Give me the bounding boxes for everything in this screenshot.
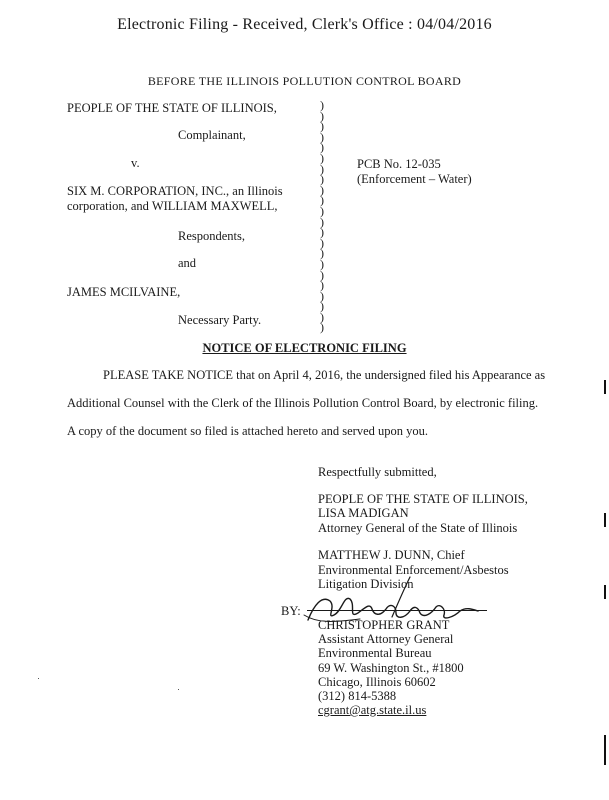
case-number: PCB No. 12-035 — [357, 157, 441, 171]
scan-edge-mark — [604, 513, 606, 527]
notice-paragraph-line3: A copy of the document so filed is attached hereto and served upon you. — [67, 424, 429, 438]
bureau: Environmental Bureau — [318, 646, 432, 660]
caption-respondent-line2: corporation, and WILLIAM MAXWELL, — [67, 199, 278, 213]
address-line2: Chicago, Illinois 60602 — [318, 675, 436, 689]
notice-paragraph-line2: Additional Counsel with the Clerk of the Illinois Pollution Control Board, by electronic filing. — [67, 396, 539, 410]
caption-respondents: Respondents, — [178, 229, 246, 243]
attorney-general-title: Attorney General of the State of Illinois — [318, 521, 518, 535]
phone: (312) 814-5388 — [318, 689, 397, 703]
caption-people: PEOPLE OF THE STATE OF ILLINOIS, — [67, 101, 277, 115]
scan-speck — [38, 678, 39, 679]
case-type: (Enforcement – Water) — [357, 172, 472, 186]
scan-edge-mark — [604, 380, 606, 394]
notice-title: NOTICE OF ELECTRONIC FILING — [202, 341, 407, 355]
notice-paragraph-line1: PLEASE TAKE NOTICE that on April 4, 2016, the undersigned filed his Appearance as — [103, 368, 546, 382]
caption-necessary-party: Necessary Party. — [178, 313, 262, 327]
attorney-general-name: LISA MADIGAN — [318, 506, 409, 520]
party-name: PEOPLE OF THE STATE OF ILLINOIS, — [318, 492, 528, 506]
division-line2: Litigation Division — [318, 577, 414, 591]
caption-respondent-line1: SIX M. CORPORATION, INC., an Illinois — [67, 184, 283, 198]
closing: Respectfully submitted, — [318, 465, 437, 479]
by-label: BY: — [281, 604, 301, 618]
scan-edge-mark — [604, 735, 606, 765]
caption-parenthesis-column: ) ) ) ) ) ) ) ) ) ) ) ) ) ) ) ) ) ) ) ) ) ) — [320, 98, 324, 335]
scan-speck — [178, 689, 179, 690]
scan-edge-mark — [604, 585, 606, 599]
email-link[interactable]: cgrant@atg.state.il.us — [318, 703, 427, 717]
caption-versus: v. — [131, 156, 140, 170]
board-title: BEFORE THE ILLINOIS POLLUTION CONTROL BOARD — [147, 74, 462, 88]
electronic-filing-stamp: Electronic Filing - Received, Clerk's Office : 04/04/2016 — [117, 16, 492, 33]
signer-title: Assistant Attorney General — [318, 632, 454, 646]
division-line1: Environmental Enforcement/Asbestos — [318, 563, 509, 577]
address-line1: 69 W. Washington St., #1800 — [318, 661, 464, 675]
signer-name: CHRISTOPHER GRANT — [318, 618, 450, 632]
chief-name: MATTHEW J. DUNN, Chief — [318, 548, 465, 562]
caption-complainant: Complainant, — [178, 128, 246, 142]
caption-and: and — [178, 256, 197, 270]
caption-necessary-party-name: JAMES MCILVAINE, — [67, 285, 181, 299]
